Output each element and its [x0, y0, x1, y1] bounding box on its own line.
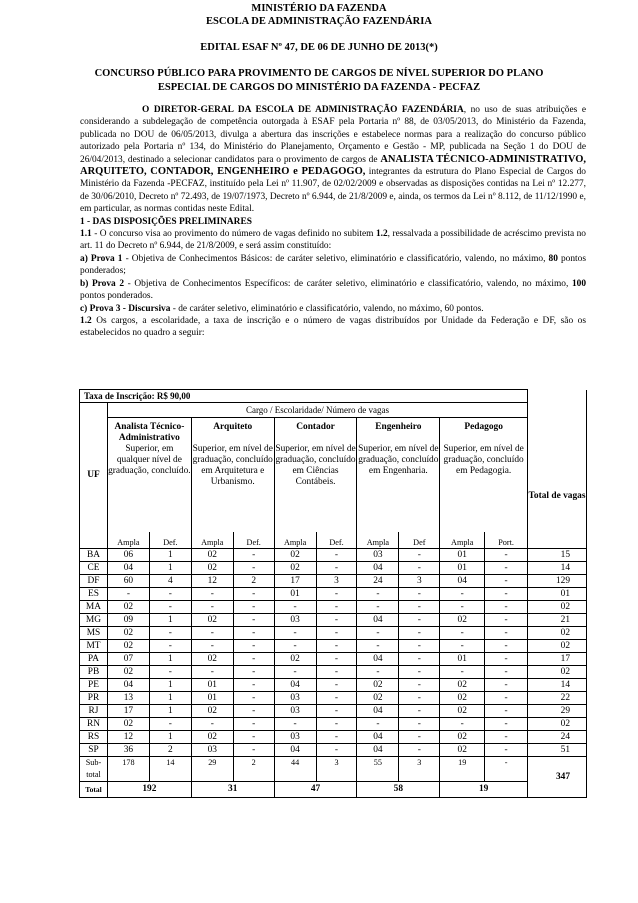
vacancy-cell: - — [485, 679, 528, 692]
subheader-cell: Ampla — [107, 532, 149, 549]
vacancy-cell: - — [233, 614, 274, 627]
vacancy-cell: - — [149, 588, 191, 601]
subtotal-cell: 14 — [149, 757, 191, 782]
uf-cell: ES — [80, 588, 108, 601]
vacancy-cell: 02 — [191, 614, 233, 627]
vacancy-cell: 03 — [357, 549, 399, 562]
vacancy-cell: 17 — [274, 575, 316, 588]
subheader-cell: Ampla — [440, 532, 485, 549]
row-total-cell: 129 — [528, 575, 587, 588]
vacancy-cell: - — [485, 744, 528, 757]
vacancy-cell: 04 — [357, 653, 399, 666]
vacancy-cell: - — [316, 705, 357, 718]
vacancy-cell: - — [399, 549, 440, 562]
ministry-title: MINISTÉRIO DA FAZENDA — [251, 3, 387, 14]
vacancy-cell: 1 — [149, 705, 191, 718]
vacancy-cell: - — [274, 601, 316, 614]
vacancy-cell: - — [357, 601, 399, 614]
vacancy-cell: 02 — [191, 562, 233, 575]
subtotal-cell: 44 — [274, 757, 316, 782]
vacancy-cell: - — [399, 679, 440, 692]
vacancy-cell: 02 — [274, 549, 316, 562]
vacancy-cell: 12 — [191, 575, 233, 588]
vacancy-cell: 04 — [357, 705, 399, 718]
subheader-cell: Def — [399, 532, 440, 549]
vacancy-cell: 01 — [191, 679, 233, 692]
row-total-cell: 02 — [528, 666, 587, 679]
vacancy-cell: - — [485, 614, 528, 627]
vacancy-cell: - — [357, 627, 399, 640]
subtotal-label: Sub-total — [80, 757, 108, 782]
vacancy-cell: 04 — [107, 562, 149, 575]
row-total-cell: 02 — [528, 627, 587, 640]
uf-cell: MT — [80, 640, 108, 653]
vacancy-cell: 3 — [316, 575, 357, 588]
vacancy-cell: - — [233, 653, 274, 666]
vacancy-cell: - — [149, 640, 191, 653]
table-row — [80, 614, 587, 627]
vacancy-cell: 02 — [440, 692, 485, 705]
vacancy-cell: - — [316, 588, 357, 601]
vacancy-cell: - — [399, 601, 440, 614]
vacancy-cell: - — [485, 705, 528, 718]
cargo-req-analista: Superior, em qualquer nível de graduação, concluído. — [107, 444, 191, 532]
vacancy-cell: 04 — [357, 562, 399, 575]
vacancy-cell: - — [149, 718, 191, 731]
vacancy-cell: - — [233, 666, 274, 679]
vacancy-cell: - — [485, 627, 528, 640]
vacancy-cell: - — [485, 562, 528, 575]
vacancy-cell: 60 — [107, 575, 149, 588]
uf-cell: MG — [80, 614, 108, 627]
vacancy-cell: 02 — [191, 705, 233, 718]
vacancy-cell: - — [485, 588, 528, 601]
total-header: Total de vagas — [528, 444, 587, 549]
vacancy-cell: - — [357, 666, 399, 679]
vacancy-cell: - — [233, 549, 274, 562]
vacancy-cell: 02 — [440, 614, 485, 627]
cargo-req-contador: Superior, em nível de graduação, concluído em Ciências Contábeis. — [274, 444, 357, 532]
vacancy-cell: - — [399, 653, 440, 666]
table-row — [80, 731, 587, 744]
vacancy-cell: 02 — [357, 692, 399, 705]
vacancy-cell: 24 — [357, 575, 399, 588]
cargo-total-cell: 58 — [357, 782, 440, 798]
vacancy-cell: - — [191, 601, 233, 614]
row-total-cell: 24 — [528, 731, 587, 744]
subheader-cell: Def. — [149, 532, 191, 549]
row-total-cell: 15 — [528, 549, 587, 562]
table-row — [80, 588, 587, 601]
table-row — [80, 679, 587, 692]
vacancy-cell: 02 — [440, 744, 485, 757]
vacancy-cell: - — [233, 627, 274, 640]
subtotal-cell: - — [485, 757, 528, 782]
vacancy-cell: - — [316, 679, 357, 692]
vacancy-cell: - — [233, 679, 274, 692]
uf-cell: MA — [80, 601, 108, 614]
cargo-total-cell: 192 — [107, 782, 191, 798]
vacancy-cell: 3 — [399, 575, 440, 588]
vacancy-cell: 02 — [274, 653, 316, 666]
row-total-cell: 17 — [528, 653, 587, 666]
cargo-req-engenheiro: Superior, em nível de graduação, concluído em Engenharia. — [357, 444, 440, 532]
paragraph-1-1: 1.1 - O concurso visa ao provimento do número de vagas definido no subitem 1.2, ressalvada a possibilidade de acréscimo prevista no art. 11 do Decreto nº 6.944, de 21/8/2009, e será assim constituído: — [80, 229, 586, 252]
vacancy-cell: - — [107, 588, 149, 601]
subheader-cell: Def. — [316, 532, 357, 549]
vacancy-cell: 04 — [274, 744, 316, 757]
vacancy-cell: 01 — [440, 562, 485, 575]
row-total-cell: 02 — [528, 601, 587, 614]
vacancy-cell: - — [399, 640, 440, 653]
vacancy-cell: - — [233, 744, 274, 757]
subtotal-cell: 3 — [399, 757, 440, 782]
vacancy-cell: 2 — [233, 575, 274, 588]
vacancy-cell: - — [485, 653, 528, 666]
table-row — [80, 705, 587, 718]
vacancy-cell: - — [316, 744, 357, 757]
vacancy-cell: - — [485, 666, 528, 679]
vacancy-cell: 04 — [107, 679, 149, 692]
vacancy-cell: 02 — [191, 653, 233, 666]
vacancy-cell: 06 — [107, 549, 149, 562]
vacancy-cell: 02 — [191, 549, 233, 562]
row-total-cell: 02 — [528, 718, 587, 731]
vacancies-table — [79, 389, 587, 798]
uf-cell: DF — [80, 575, 108, 588]
vacancy-cell: - — [357, 588, 399, 601]
vacancy-cell: 09 — [107, 614, 149, 627]
vacancy-cell: 04 — [440, 575, 485, 588]
vacancy-cell: 02 — [191, 731, 233, 744]
uf-cell: RN — [80, 718, 108, 731]
vacancy-cell: - — [191, 640, 233, 653]
vacancy-cell: - — [149, 627, 191, 640]
vacancy-cell: - — [316, 627, 357, 640]
vacancy-cell: 03 — [191, 744, 233, 757]
vacancy-cell: - — [485, 718, 528, 731]
vacancy-cell: - — [399, 692, 440, 705]
cargos-list: ANALISTA TÉCNICO-ADMINISTRATIVO, ARQUITETO, CONTADOR, ENGENHEIRO e PEDAGOGO, — [80, 153, 586, 178]
table-row — [80, 718, 587, 731]
vacancy-cell: - — [399, 614, 440, 627]
row-total-cell: 29 — [528, 705, 587, 718]
vacancy-cell: - — [357, 718, 399, 731]
total-row — [80, 782, 587, 798]
vacancy-cell: - — [316, 718, 357, 731]
uf-cell: PR — [80, 692, 108, 705]
subtotal-cell: 2 — [233, 757, 274, 782]
vacancy-cell: 1 — [149, 679, 191, 692]
vacancy-cell: - — [233, 640, 274, 653]
vacancy-cell: - — [357, 640, 399, 653]
director-title: O DIRETOR-GERAL DA ESCOLA DE ADMINISTRAÇÃO FAZENDÁRIA — [142, 105, 464, 115]
vacancy-cell: 04 — [357, 614, 399, 627]
vacancy-cell: - — [316, 692, 357, 705]
vacancy-cell: 04 — [274, 679, 316, 692]
subheader-row — [80, 532, 587, 549]
vacancy-cell: - — [316, 614, 357, 627]
uf-cell: PB — [80, 666, 108, 679]
vacancy-cell: - — [316, 562, 357, 575]
vacancy-cell: - — [233, 588, 274, 601]
vacancy-cell: 03 — [274, 705, 316, 718]
vacancy-cell: - — [233, 718, 274, 731]
table-row — [80, 744, 587, 757]
uf-cell: CE — [80, 562, 108, 575]
cargo-req-pedagogo: Superior, em nível de graduação, concluído em Pedagogia. — [440, 444, 528, 532]
item-a: a) Prova 1 - Objetiva de Conhecimentos Básicos: de caráter seletivo, eliminatório e classificatório, valendo, no máximo, 80 pontos ponderados; — [80, 253, 586, 277]
vacancy-cell: - — [399, 627, 440, 640]
uf-cell: SP — [80, 744, 108, 757]
table-row — [80, 627, 587, 640]
cargo-name-pedagogo: Pedagogo — [440, 418, 528, 445]
row-total-cell: 14 — [528, 679, 587, 692]
subheader-cell: Ampla — [191, 532, 233, 549]
vacancy-cell: 02 — [440, 731, 485, 744]
vacancy-cell: 17 — [107, 705, 149, 718]
vacancy-cell: 1 — [149, 549, 191, 562]
vacancy-cell: - — [399, 744, 440, 757]
table-row — [80, 601, 587, 614]
vacancy-cell: - — [233, 601, 274, 614]
group-header: Cargo / Escolaridade/ Número de vagas — [107, 403, 527, 418]
document-body — [80, 104, 586, 340]
subheader-cell: Def. — [233, 532, 274, 549]
vacancy-cell: 13 — [107, 692, 149, 705]
vacancy-cell: - — [233, 562, 274, 575]
vacancy-cell: 4 — [149, 575, 191, 588]
subheader-cell: Ampla — [357, 532, 399, 549]
vacancy-cell: 02 — [357, 679, 399, 692]
uf-cell: MS — [80, 627, 108, 640]
concurso-title-line1: CONCURSO PÚBLICO PARA PROVIMENTO DE CARGOS DE NÍVEL SUPERIOR DO PLANO — [94, 68, 544, 79]
row-total-cell: 21 — [528, 614, 587, 627]
vacancy-cell: - — [440, 640, 485, 653]
cargo-name-contador: Contador — [274, 418, 357, 445]
vacancy-cell: 02 — [107, 640, 149, 653]
cargo-total-cell: 47 — [274, 782, 357, 798]
vacancy-cell: - — [399, 705, 440, 718]
subtotal-cell: 3 — [316, 757, 357, 782]
vacancy-cell: - — [274, 627, 316, 640]
edital-title: EDITAL ESAF Nº 47, DE 06 DE JUNHO DE 2013(*) — [200, 42, 438, 53]
vacancy-cell: 02 — [440, 679, 485, 692]
row-total-cell: 14 — [528, 562, 587, 575]
vacancy-cell: - — [149, 601, 191, 614]
uf-cell: RJ — [80, 705, 108, 718]
cargo-name-engenheiro: Engenheiro — [357, 418, 440, 445]
table-row — [80, 640, 587, 653]
vacancy-cell: 03 — [274, 692, 316, 705]
vacancy-cell: 04 — [357, 744, 399, 757]
vacancy-cell: - — [191, 718, 233, 731]
vacancy-cell: - — [440, 627, 485, 640]
cargo-name-analista: Analista Técnico-Administrativo — [107, 418, 191, 445]
uf-cell: BA — [80, 549, 108, 562]
table-row — [80, 575, 587, 588]
vacancy-cell: 02 — [107, 718, 149, 731]
subtotal-row — [80, 757, 587, 782]
vacancy-cell: - — [485, 640, 528, 653]
cargo-total-cell: 31 — [191, 782, 274, 798]
vacancy-cell: - — [316, 731, 357, 744]
concurso-title-line2: ESPECIAL DE CARGOS DO MINISTÉRIO DA FAZENDA - PECFAZ — [157, 82, 481, 93]
vacancy-cell: 1 — [149, 653, 191, 666]
vacancy-cell: 01 — [440, 653, 485, 666]
vacancy-cell: 04 — [357, 731, 399, 744]
vacancy-cell: - — [233, 731, 274, 744]
vacancy-cell: - — [485, 731, 528, 744]
subheader-cell: Port. — [485, 532, 528, 549]
grand-total-cell: 347 — [528, 757, 587, 798]
vacancy-cell: - — [316, 640, 357, 653]
vacancy-cell: - — [274, 718, 316, 731]
vacancy-cell: - — [191, 666, 233, 679]
vacancy-cell: - — [274, 666, 316, 679]
vacancy-cell: - — [399, 588, 440, 601]
vacancy-cell: - — [191, 627, 233, 640]
cargo-total-cell: 19 — [440, 782, 528, 798]
vacancy-cell: - — [399, 731, 440, 744]
vacancy-cell: - — [485, 692, 528, 705]
vacancy-cell: - — [191, 588, 233, 601]
vacancy-cell: 1 — [149, 562, 191, 575]
vacancy-cell: - — [440, 588, 485, 601]
vacancy-cell: - — [149, 666, 191, 679]
vacancy-cell: 1 — [149, 731, 191, 744]
row-total-cell: 01 — [528, 588, 587, 601]
uf-cell: RS — [80, 731, 108, 744]
table-row — [80, 562, 587, 575]
vacancy-cell: 02 — [274, 562, 316, 575]
total-label: Total — [80, 782, 108, 798]
vacancy-cell: - — [485, 575, 528, 588]
table-row — [80, 666, 587, 679]
vacancy-cell: 1 — [149, 692, 191, 705]
subtotal-cell: 29 — [191, 757, 233, 782]
school-title: ESCOLA DE ADMINISTRAÇÃO FAZENDÁRIA — [206, 16, 432, 27]
uf-header: UF — [80, 403, 108, 549]
vacancy-cell: 2 — [149, 744, 191, 757]
vacancy-cell: - — [399, 718, 440, 731]
fee-cell: Taxa de Inscrição: R$ 90,00 — [80, 390, 528, 403]
table-row — [80, 653, 587, 666]
vacancy-cell: 01 — [191, 692, 233, 705]
subtotal-cell: 19 — [440, 757, 485, 782]
subtotal-cell: 55 — [357, 757, 399, 782]
vacancy-cell: - — [233, 705, 274, 718]
vacancy-cell: - — [485, 601, 528, 614]
vacancy-cell: - — [274, 640, 316, 653]
vacancy-cell: - — [440, 601, 485, 614]
paragraph-1-2: 1.2 Os cargos, a escolaridade, a taxa de inscrição e o número de vagas distribuídos por Unidade da Federação e DF, são os estabelecidos no quadro a seguir: — [80, 315, 586, 339]
vacancy-cell: 01 — [274, 588, 316, 601]
vacancy-cell: - — [399, 562, 440, 575]
item-b: b) Prova 2 - Objetiva de Conhecimentos Específicos: de caráter seletivo, eliminatório e classificatório, valendo, no máximo, 100 pontos ponderados. — [80, 278, 586, 302]
vacancy-cell: - — [485, 549, 528, 562]
vacancy-cell: 02 — [107, 627, 149, 640]
vacancy-cell: - — [316, 666, 357, 679]
subheader-cell: Ampla — [274, 532, 316, 549]
vacancy-cell: - — [316, 601, 357, 614]
row-total-cell: 02 — [528, 640, 587, 653]
intro-paragraph: O DIRETOR-GERAL DA ESCOLA DE ADMINISTRAÇÃO FAZENDÁRIA, no uso de suas atribuições e considerando a subdelegação de competência outorgada à ESAF pela Portaria nº 88, de 03/05/2013, do Ministério da Fazenda, publicada no DOU de 06/05/2013, divulga a abertura das inscrições e estabelece normas para a realização do concurso público autorizado pela Portaria nº 134, do Ministério do Planejamento, Orçamento e Gestão - MP, publicada na Seção 1 do DOU de 26/04/2013, destinado a selecionar candidatos para o provimento de cargos de ANALISTA TÉCNICO-ADMINISTRATIVO, ARQUITETO, CONTADOR, ENGENHEIRO e PEDAGOGO, integrantes da estrutura do Plano Especial de Cargos do Ministério da Fazenda -PECFAZ, instituído pela Lei nº 11.907, de 02/02/2009 e observadas as disposições contidas na Lei nº 12.277, de 30/06/2010, Decreto nº 72.493, de 19/07/1973, Decreto nº 6.944, de 21/8/2009 e, ainda, os termos da Lei nº 8.112, de 11/12/1990 e, em particular, as normas contidas neste Edital. — [80, 105, 586, 215]
vacancy-cell: - — [440, 666, 485, 679]
cargo-name-arquiteto: Arquiteto — [191, 418, 274, 445]
vacancy-cell: 01 — [440, 549, 485, 562]
vacancy-cell: 1 — [149, 614, 191, 627]
vacancy-cell: 03 — [274, 731, 316, 744]
vacancy-cell: 12 — [107, 731, 149, 744]
vacancy-cell: 03 — [274, 614, 316, 627]
cargo-req-arquiteto: Superior, em nível de graduação, concluído em Arquitetura e Urbanismo. — [191, 444, 274, 532]
vacancy-cell: - — [399, 666, 440, 679]
vacancy-cell: 02 — [107, 666, 149, 679]
vacancy-cell: - — [233, 692, 274, 705]
table-row — [80, 549, 587, 562]
subtotal-cell: 178 — [107, 757, 149, 782]
section-title: 1 - DAS DISPOSIÇÕES PRELIMINARES — [80, 216, 252, 227]
row-total-cell: 22 — [528, 692, 587, 705]
table-row — [80, 692, 587, 705]
vacancy-cell: - — [440, 718, 485, 731]
vacancy-cell: - — [316, 549, 357, 562]
row-total-cell: 51 — [528, 744, 587, 757]
vacancy-cell: 07 — [107, 653, 149, 666]
vacancy-cell: 02 — [107, 601, 149, 614]
uf-cell: PE — [80, 679, 108, 692]
item-c: c) Prova 3 - Discursiva - de caráter seletivo, eliminatório e classificatório, valendo, no máximo, 60 pontos. — [80, 303, 484, 314]
vacancy-cell: - — [316, 653, 357, 666]
vacancy-cell: 02 — [440, 705, 485, 718]
uf-cell: PA — [80, 653, 108, 666]
vacancy-cell: 36 — [107, 744, 149, 757]
